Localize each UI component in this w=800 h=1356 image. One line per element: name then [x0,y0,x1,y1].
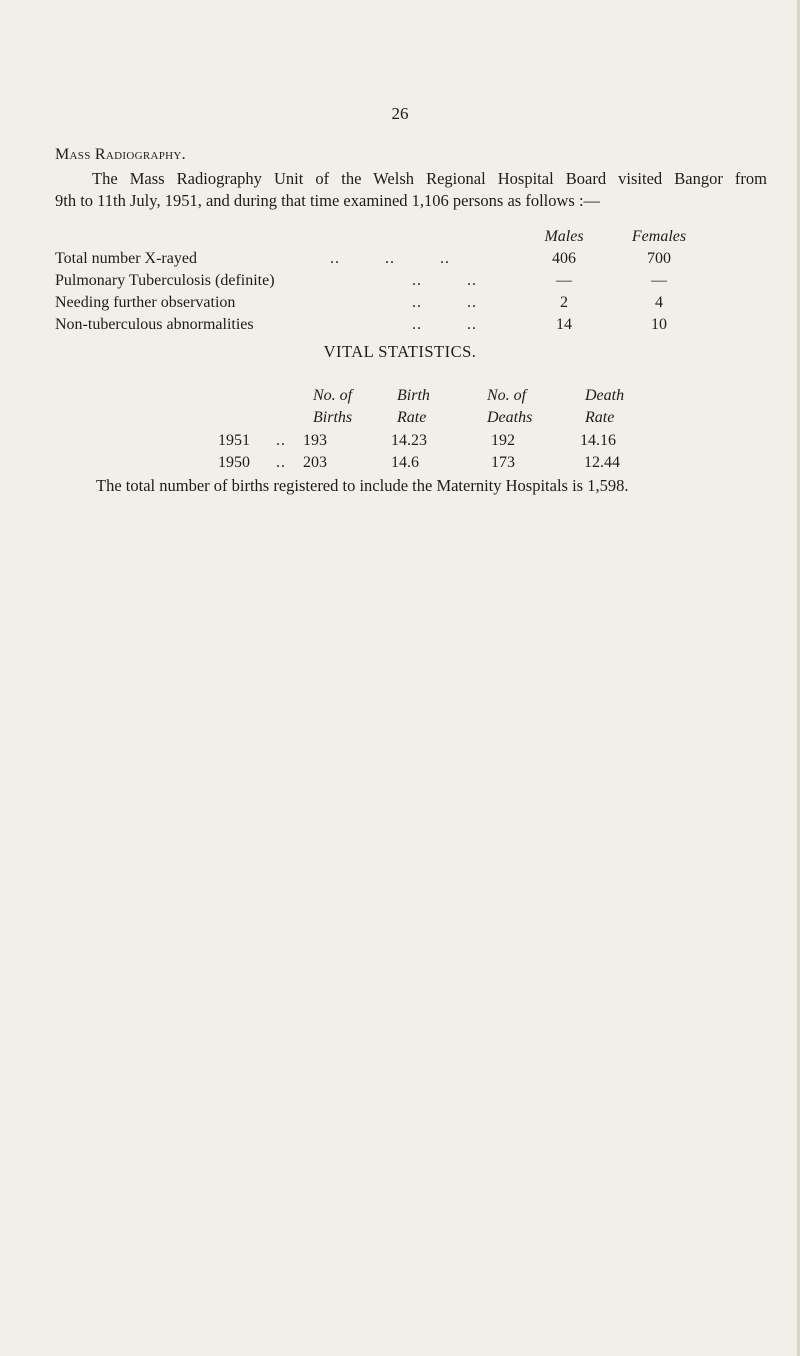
table-row [55,294,767,316]
vital-statistics-heading: VITAL STATISTICS. [323,342,477,361]
birth-rate-value: 14.6 [391,454,419,471]
row-label: Total number X-rayed [55,250,197,267]
leader-dots: .. .. [412,272,477,289]
births-header: No. of [313,387,353,404]
death-rate-header: Death [585,387,625,404]
births-value: 193 [303,432,327,449]
deaths-header: Deaths [487,409,533,426]
section-heading: Mass Radiography. [55,146,186,163]
females-header: Females [631,228,687,245]
females-value: — [651,272,667,289]
xray-header-row [55,228,767,250]
births-value: 203 [303,454,327,471]
birth-rate-header: Rate [397,409,427,426]
males-value: 406 [552,250,576,267]
row-label: Non-tuberculous abnormalities [55,316,254,333]
table-row [55,272,767,294]
deaths-header: No. of [487,387,527,404]
death-rate-value: 12.44 [584,454,620,471]
death-rate-value: 14.16 [580,432,616,449]
leader-dots: .. .. [412,316,477,333]
birth-rate-header: Birth [397,387,430,404]
table-row [55,250,767,272]
births-header: Births [313,409,353,426]
table-row [55,316,767,338]
row-label: Pulmonary Tuberculosis (definite) [55,272,275,289]
males-value: — [556,272,572,289]
leader-dots: .. .. .. [330,250,450,267]
intro-paragraph [55,168,767,212]
year-label: 1950 [218,454,250,471]
deaths-value: 173 [491,454,515,471]
leader-dots: .. .. [412,294,477,311]
females-value: 700 [647,250,671,267]
intro-line-2: 9th to 11th July, 1951, and during that time examined 1,106 persons as follows :— [55,191,601,210]
leader-dots: .. [276,454,286,471]
leader-dots: .. [276,432,286,449]
birth-rate-value: 14.23 [391,432,427,449]
death-rate-header: Rate [585,409,615,426]
females-value: 4 [655,294,663,311]
males-value: 14 [556,316,572,333]
intro-line-1: The Mass Radiography Unit of the Welsh Regional Hospital Board visited Bangor from [92,169,767,188]
females-value: 10 [651,316,667,333]
males-value: 2 [560,294,568,311]
births-total-note: The total number of births registered to include the Maternity Hospitals is 1,598. [96,476,629,495]
deaths-value: 192 [491,432,515,449]
males-header: Males [544,228,584,245]
page-number: 26 [391,104,409,123]
row-label: Needing further observation [55,294,236,311]
year-label: 1951 [218,432,250,449]
